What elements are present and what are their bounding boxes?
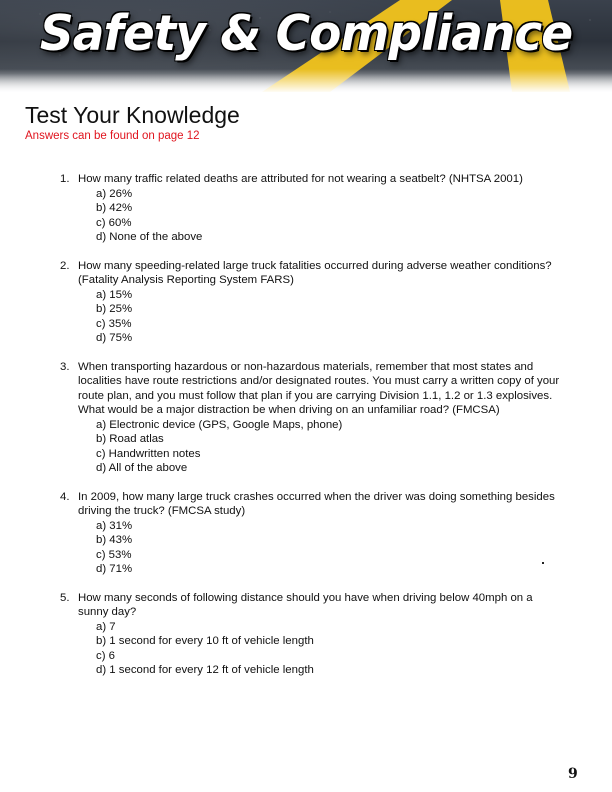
question-text: How many seconds of following distance should you have when driving below 40mph on a sunny day? [78,591,533,618]
answer-option: d) 1 second for every 12 ft of vehicle length [96,664,314,676]
question-text: How many traffic related deaths are attributed for not wearing a seatbelt? (NHTSA 2001) [78,173,523,185]
page-number: 9 [568,766,578,782]
answer-option: b) 25% [96,303,133,315]
question-text: In 2009, how many large truck crashes occurred when the driver was doing something besides driving the truck? (FMCSA study) [78,490,555,517]
answer-option: a) Electronic device (GPS, Google Maps, phone) [96,418,343,431]
answer-option: a) 15% [96,288,133,301]
answer-option: a) 26% [96,187,133,200]
banner-title: Safety & Compliance [39,4,573,63]
answer-option: d) 75% [96,332,133,344]
question-item [60,360,560,476]
question-item [60,259,560,346]
answer-option: a) 31% [96,519,133,532]
question-text: How many speeding-related large truck fatalities occurred during adverse weather conditions? (Fatality Analysis Reporting System FARS) [78,259,552,286]
answer-option: b) 42% [96,202,133,214]
answer-option: b) 1 second for every 10 ft of vehicle length [96,635,314,647]
question-list [60,172,560,678]
answer-option: b) 43% [96,534,133,546]
question-item [60,172,560,245]
answer-option: c) 60% [96,216,132,229]
answer-options [78,187,560,245]
answer-options [78,519,560,577]
question-number: 4. [60,490,70,503]
answer-options [78,288,560,346]
answer-option: d) None of the above [96,231,203,243]
answer-option: d) 71% [96,563,133,575]
answer-option: b) Road atlas [96,433,164,445]
page-title: Test Your Knowledge [25,102,240,128]
answers-reference-note: Answers can be found on page 12 [25,130,200,142]
question-item [60,490,560,577]
stray-dot-mark [542,562,544,564]
answer-option: a) 7 [96,620,116,633]
question-item [60,591,560,678]
answer-options [78,418,560,476]
question-number: 1. [60,173,70,185]
answer-option: c) 53% [96,548,132,561]
answer-option: c) Handwritten notes [96,447,201,460]
question-text: When transporting hazardous or non-hazardous materials, remember that most states and localities have route restrictions and/or designated routes. You must carry a written copy of your route plan, and you must follow that plan if you are carrying Division 1.1, 1.2 or 1.3 explosives. What would be a major distraction be when driving on an unfamiliar road? (FMCSA) [78,360,560,416]
answer-option: c) 35% [96,317,132,330]
question-number: 5. [60,591,70,604]
answer-option: d) All of the above [96,462,188,474]
answer-options [78,620,560,678]
answer-option: c) 6 [96,649,115,662]
question-number: 3. [60,360,70,373]
question-number: 2. [60,259,70,272]
header-banner [0,0,612,92]
